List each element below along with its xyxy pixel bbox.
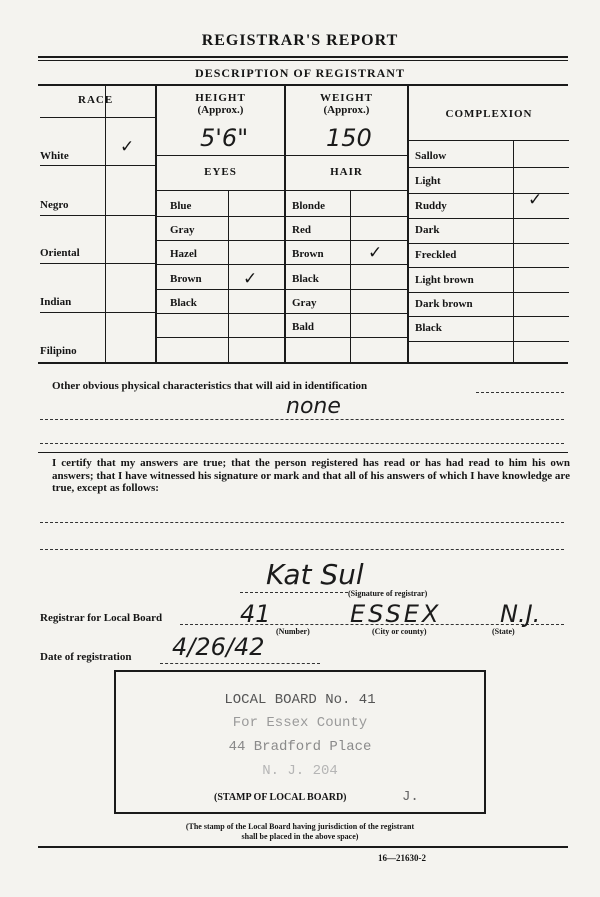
stamp-line-1: LOCAL BOARD No. 41 <box>224 692 376 708</box>
complexion-checkmark: ✓ <box>528 190 543 210</box>
section-title: DESCRIPTION OF REGISTRANT <box>195 66 405 80</box>
registrar-signature: Kat Sul <box>266 558 364 591</box>
weight-subheader: (Approx.) <box>323 104 370 116</box>
eyes-brown: Brown <box>170 273 202 285</box>
stamp-note-line-2: shall be placed in the above space) <box>241 832 359 841</box>
eyes-hazel: Hazel <box>170 248 197 260</box>
complexion-freckled: Freckled <box>415 249 457 261</box>
race-header: RACE <box>78 94 114 106</box>
signature-label: (Signature of registrar) <box>348 589 428 598</box>
eyes-gray: Gray <box>170 224 195 236</box>
weight-value: 150 <box>326 124 372 152</box>
stamp-line-4: N. J. 204 <box>262 763 338 779</box>
registrar-board-label: Registrar for Local Board <box>40 612 163 624</box>
complexion-dark-brown: Dark brown <box>415 298 473 310</box>
complexion-dark: Dark <box>415 224 440 236</box>
hair-red: Red <box>292 224 311 236</box>
race-white: White <box>40 150 69 162</box>
eyes-header: EYES <box>204 166 237 178</box>
race-negro: Negro <box>40 199 69 211</box>
hair-gray: Gray <box>292 297 317 309</box>
race-filipino: Filipino <box>40 345 77 357</box>
complexion-light-brown: Light brown <box>415 274 474 286</box>
complexion-header: COMPLEXION <box>445 108 533 120</box>
board-state: N.J. <box>500 600 541 628</box>
page-title: REGISTRAR'S REPORT <box>201 32 399 49</box>
hair-bald: Bald <box>292 321 315 333</box>
form-number: 16—21630-2 <box>378 853 426 863</box>
stamp-line-2: For Essex County <box>232 715 368 731</box>
hair-blonde: Blonde <box>292 200 326 212</box>
county-label: (City or county) <box>372 627 427 636</box>
hair-brown: Brown <box>292 248 324 260</box>
state-label: (State) <box>492 627 515 636</box>
board-number: 41 <box>240 600 271 628</box>
eyes-blue: Blue <box>170 200 192 212</box>
stamp-label: (STAMP OF LOCAL BOARD) <box>214 792 347 803</box>
stamp-trailing: J. <box>402 789 419 805</box>
complexion-sallow: Sallow <box>415 150 447 162</box>
number-label: (Number) <box>276 627 310 636</box>
title-rule-2 <box>38 60 568 61</box>
other-characteristics-value: none <box>286 394 341 419</box>
title-rule <box>38 56 568 58</box>
race-oriental: Oriental <box>40 247 80 259</box>
hair-header: HAIR <box>330 166 363 178</box>
weight-header: WEIGHT <box>319 92 374 104</box>
section-rule <box>38 84 568 86</box>
complexion-black: Black <box>415 322 442 334</box>
date-value: 4/26/42 <box>172 633 265 661</box>
certification-text: I certify that my answers are true; that the person registered has read or has had read to him his own answers; that I have witnessed his signature or mark and that all of his answers of which I have knowledge are true, except as follows: <box>52 457 570 494</box>
height-header: HEIGHT <box>195 92 246 104</box>
complexion-ruddy: Ruddy <box>415 200 447 212</box>
board-county: ESSEX <box>350 600 442 628</box>
hair-checkmark: ✓ <box>368 243 383 263</box>
height-subheader: (Approx.) <box>197 104 244 116</box>
race-checkmark: ✓ <box>120 137 135 157</box>
eyes-black: Black <box>170 297 197 309</box>
hair-black: Black <box>292 273 319 285</box>
other-characteristics-label: Other obvious physical characteristics that will aid in identification <box>52 380 368 392</box>
stamp-line-3: 44 Bradford Place <box>228 739 372 755</box>
eyes-checkmark: ✓ <box>243 269 258 289</box>
date-label: Date of registration <box>40 651 132 663</box>
race-indian: Indian <box>40 296 72 308</box>
height-value: 5'6" <box>200 124 249 152</box>
stamp-note-line-1: (The stamp of the Local Board having jurisdiction of the registrant <box>185 822 415 831</box>
complexion-light: Light <box>415 175 441 187</box>
